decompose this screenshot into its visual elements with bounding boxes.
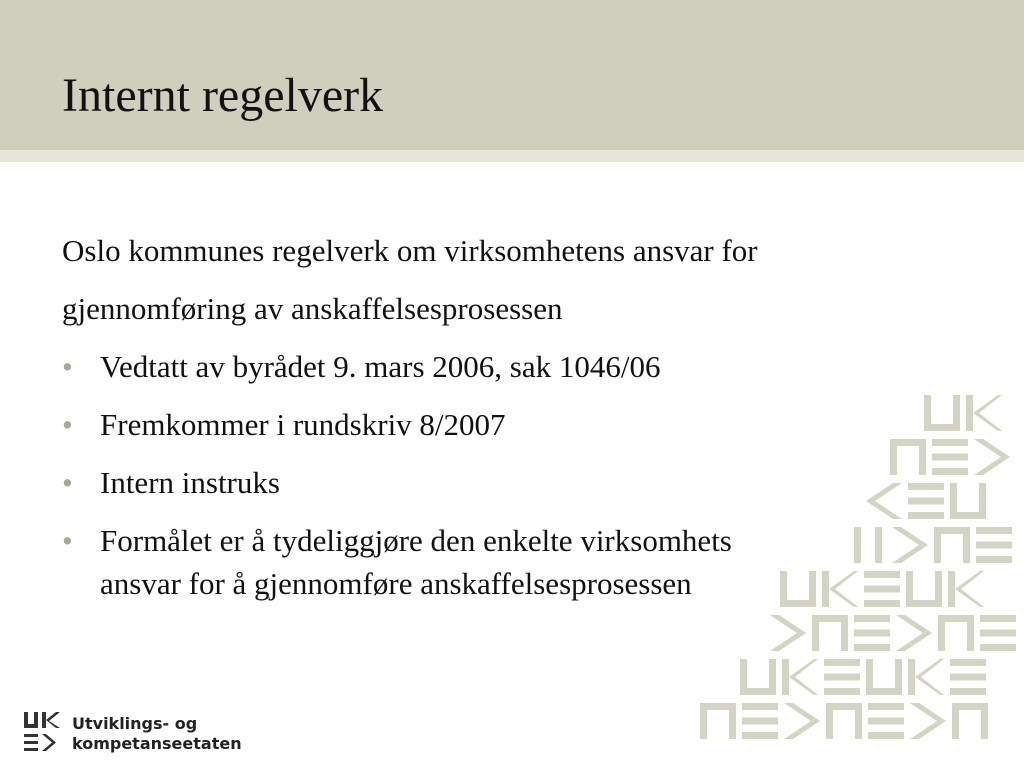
intro-line-1: Oslo kommunes regelverk om virksomhetens ansvar for bbox=[62, 233, 758, 268]
logo bbox=[22, 710, 262, 760]
bullet-marker: • bbox=[62, 349, 73, 384]
bullet-text: Intern instruks bbox=[100, 465, 280, 500]
intro-line-2: gjennomføring av anskaffelsesprosessen bbox=[62, 291, 563, 326]
slide-title: Internt regelverk bbox=[62, 69, 384, 122]
bullet-text-line-1: Formålet er å tydeliggjøre den enkelte virksomhets bbox=[100, 523, 732, 558]
bullet-text: Vedtatt av byrådet 9. mars 2006, sak 1046/06 bbox=[100, 349, 661, 384]
logo-mark-icon bbox=[22, 710, 62, 754]
bullet-text: Fremkommer i rundskriv 8/2007 bbox=[100, 407, 506, 442]
bullet-marker: • bbox=[62, 523, 73, 558]
bullet-text-line-2: ansvar for å gjennomføre anskaffelsesprosessen bbox=[100, 566, 692, 601]
bullet-marker: • bbox=[62, 465, 73, 500]
decorative-pattern bbox=[700, 385, 1024, 768]
logo-line-1: Utviklings- og bbox=[72, 714, 198, 733]
intro-text bbox=[62, 222, 962, 338]
pattern-glyphs bbox=[700, 395, 1016, 739]
bullet-marker: • bbox=[62, 407, 73, 442]
logo-line-2: kompetanseetaten bbox=[72, 734, 242, 753]
logo-text bbox=[72, 714, 242, 754]
title-divider bbox=[0, 150, 1024, 162]
